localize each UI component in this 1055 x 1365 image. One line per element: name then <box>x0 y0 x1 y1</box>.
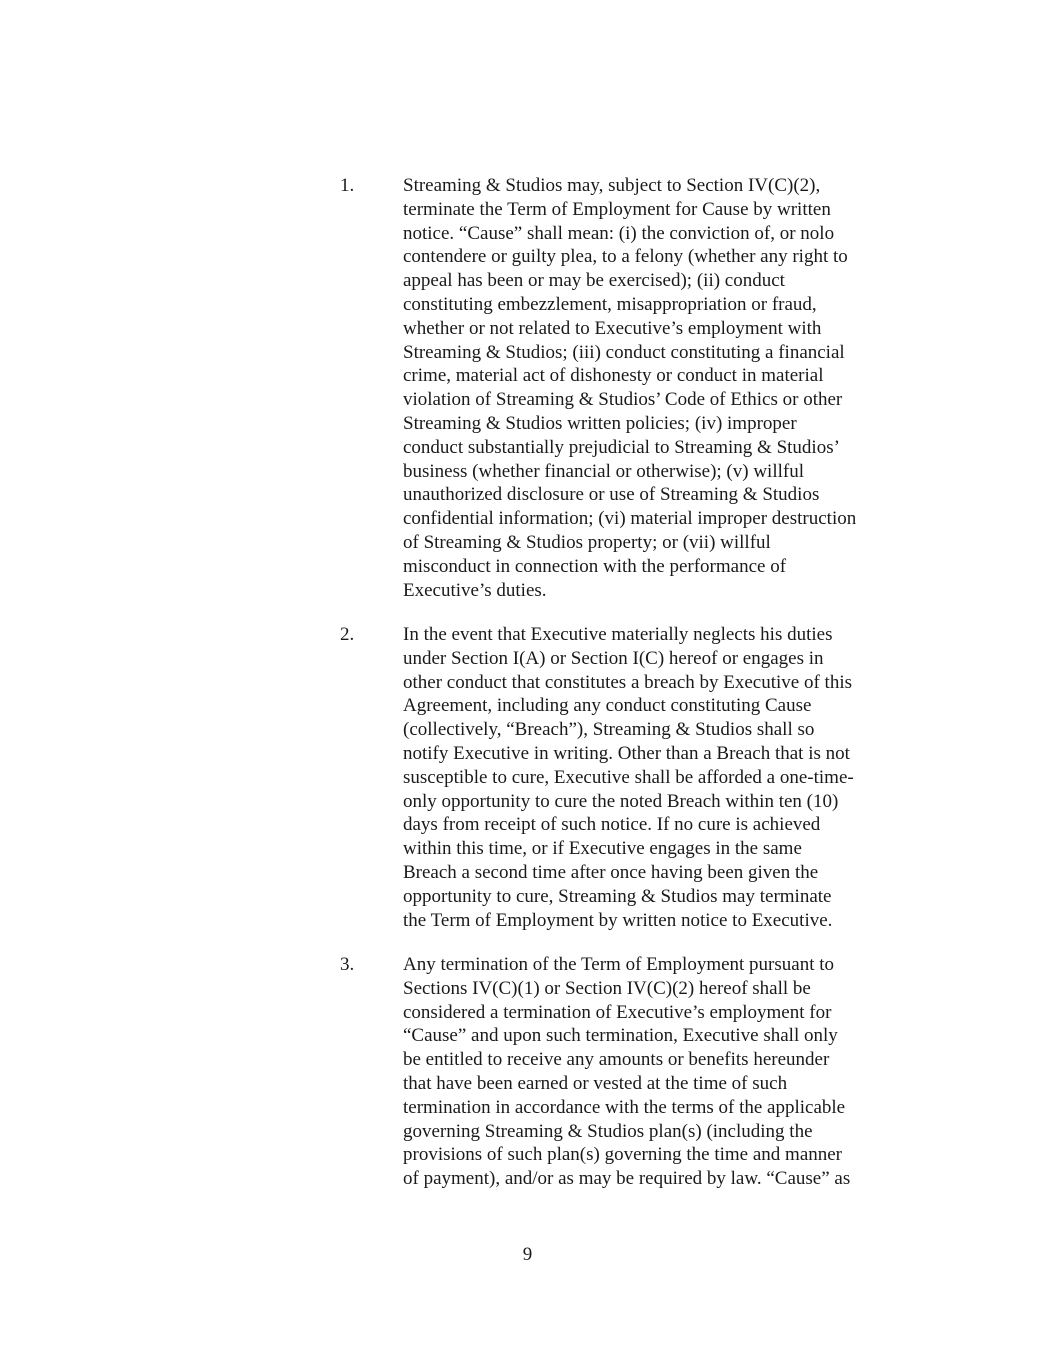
text-line: provisions of such plan(s) governing the time and manner <box>403 1144 843 1166</box>
text-line: whether or not related to Executive’s employment with <box>403 317 822 339</box>
paragraph-text <box>403 623 903 932</box>
text-line: “Cause” and upon such termination, Executive shall only <box>403 1025 838 1047</box>
text-line: business (whether financial or otherwise); (v) willful <box>403 460 804 482</box>
text-line: (collectively, “Breach”), Streaming & Studios shall so <box>403 719 815 741</box>
text-line: under Section I(A) or Section I(C) hereof or engages in <box>403 647 824 669</box>
text-line: susceptible to cure, Executive shall be afforded a one-time- <box>403 766 854 788</box>
numbered-paragraph-1 <box>340 174 910 602</box>
text-line: that have been earned or vested at the time of such <box>403 1072 788 1094</box>
numbered-paragraph-2 <box>340 623 910 932</box>
paragraph-text <box>403 174 903 602</box>
text-line: terminate the Term of Employment for Cause by written <box>403 198 831 220</box>
text-line: Sections IV(C)(1) or Section IV(C)(2) hereof shall be <box>403 977 811 999</box>
text-line: Agreement, including any conduct constituting Cause <box>403 695 812 717</box>
text-line: violation of Streaming & Studios’ Code of Ethics or other <box>403 389 843 411</box>
text-line: of payment), and/or as may be required by law. “Cause” as <box>403 1168 851 1190</box>
text-line: unauthorized disclosure or use of Streaming & Studios <box>403 484 820 506</box>
text-line: crime, material act of dishonesty or conduct in material <box>403 365 824 387</box>
text-line: Breach a second time after once having been given the <box>403 861 819 883</box>
text-line: Streaming & Studios written policies; (iv) improper <box>403 412 797 434</box>
paragraph-text <box>403 953 903 1191</box>
text-line: the Term of Employment by written notice to Executive. <box>403 909 833 931</box>
page-number: 9 <box>522 1244 533 1265</box>
text-line: only opportunity to cure the noted Breach within ten (10) <box>403 790 839 812</box>
text-line: notice. “Cause” shall mean: (i) the conviction of, or nolo <box>403 222 835 244</box>
text-line: contendere or guilty plea, to a felony (whether any right to <box>403 246 848 268</box>
text-line: termination in accordance with the terms of the applicable <box>403 1096 846 1118</box>
text-line: constituting embezzlement, misappropriation or fraud, <box>403 293 817 315</box>
text-line: In the event that Executive materially neglects his duties <box>403 624 833 645</box>
paragraph-number: 3. <box>340 954 355 975</box>
paragraph-number: 2. <box>340 624 355 645</box>
text-line: governing Streaming & Studios plan(s) (including the <box>403 1120 813 1142</box>
text-line: appeal has been or may be exercised); (ii) conduct <box>403 270 785 292</box>
text-line: considered a termination of Executive’s employment for <box>403 1001 832 1023</box>
text-line: other conduct that constitutes a breach by Executive of this <box>403 671 852 693</box>
text-line: notify Executive in writing. Other than a Breach that is not <box>403 742 850 764</box>
paragraph-number: 1. <box>340 175 355 196</box>
text-line: be entitled to receive any amounts or benefits hereunder <box>403 1049 830 1071</box>
numbered-paragraph-3 <box>340 953 910 1191</box>
text-line: Streaming & Studios may, subject to Section IV(C)(2), <box>403 175 821 196</box>
text-line: Executive’s duties. <box>403 579 547 601</box>
text-line: of Streaming & Studios property; or (vii) willful <box>403 531 771 553</box>
text-line: days from receipt of such notice. If no cure is achieved <box>403 814 821 836</box>
text-line: Streaming & Studios; (iii) conduct constituting a financial <box>403 341 845 363</box>
text-line: within this time, or if Executive engages in the same <box>403 838 802 860</box>
text-line: misconduct in connection with the performance of <box>403 555 787 577</box>
text-line: Any termination of the Term of Employment pursuant to <box>403 954 835 975</box>
text-line: conduct substantially prejudicial to Streaming & Studios’ <box>403 436 840 458</box>
text-line: confidential information; (vi) material improper destruction <box>403 508 857 530</box>
text-line: opportunity to cure, Streaming & Studios may terminate <box>403 885 832 907</box>
